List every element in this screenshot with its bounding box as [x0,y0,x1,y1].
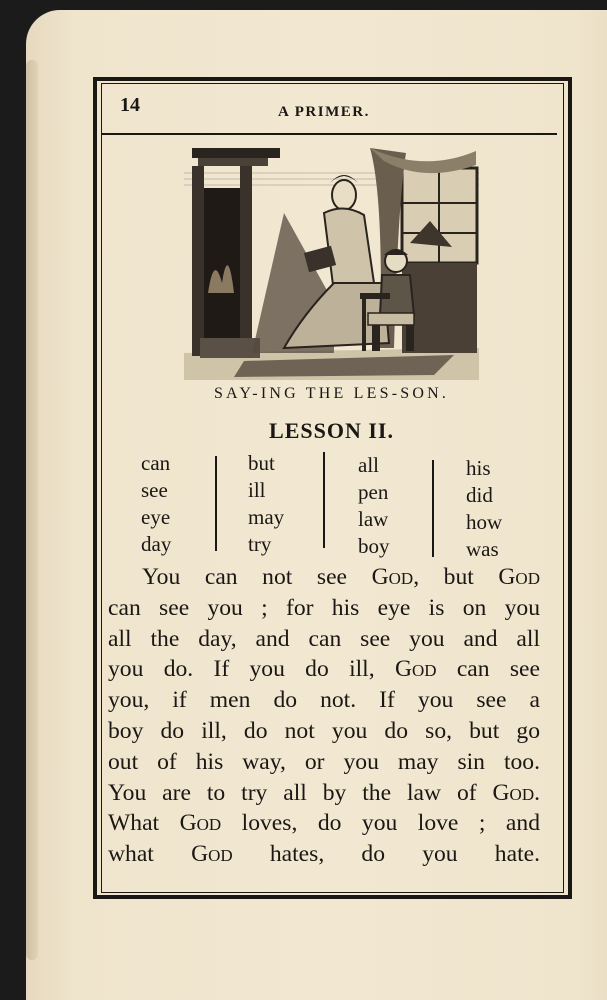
word: ill [248,478,266,502]
paragraph-line: What God loves, do you love ; and [108,810,540,837]
paragraph-line: what God hates, do you hate. [108,841,540,868]
running-head: A PRIMER. [278,104,370,120]
page-number: 14 [120,94,140,116]
column-divider [323,452,325,548]
word: how [466,510,503,534]
word: can [141,451,171,475]
word-column-2 [248,450,284,558]
word: law [358,507,389,531]
paragraph-line: You are to try all by the law of God. [108,779,540,806]
paragraph-line: you, if men do not. If you see a [108,687,540,714]
word: boy [358,534,390,558]
illustration-caption: SAY-ING THE LES-SON. [213,385,450,402]
word: day [141,532,172,556]
word-column-4 [466,455,502,563]
header-rule [101,133,557,135]
word-column-3 [358,452,390,560]
word: all [358,453,379,477]
word: pen [358,480,389,504]
word: eye [141,505,171,529]
page-edge-stain [26,60,38,960]
word-column-1 [141,450,171,558]
woodcut-illustration [184,143,479,380]
lesson-title: LESSON II. [269,418,394,443]
paragraph-line: out of his way, or you may sin too. [108,748,540,775]
word: was [466,537,499,561]
word: see [141,478,168,502]
column-divider [432,460,434,557]
word: did [466,483,493,507]
column-divider [215,456,217,551]
word: try [248,532,272,556]
paragraph-line: boy do ill, do not you do so, but go [108,717,540,744]
paragraph-line: all the day, and can see you and all [108,625,540,652]
word: but [248,451,275,475]
paragraph-line: can see you ; for his eye is on you [108,594,540,621]
word: may [248,505,285,529]
lesson-paragraph [108,562,540,870]
word: his [466,456,491,480]
paragraph-line: You can not see God, but God [142,564,540,590]
paragraph-line: you do. If you do ill, God can see [108,656,540,683]
